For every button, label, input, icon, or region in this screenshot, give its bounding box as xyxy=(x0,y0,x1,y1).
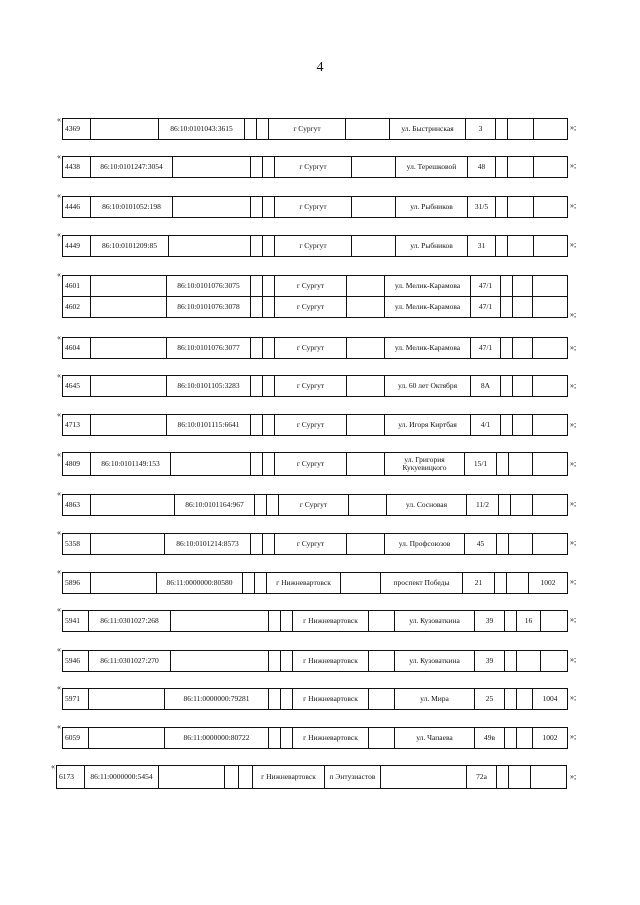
city: г Нижневартовск xyxy=(267,573,341,594)
cell xyxy=(269,611,281,632)
house-number: 25 xyxy=(475,689,505,710)
cell xyxy=(499,495,511,516)
cadastral-number: 86:10:0101076:3077 xyxy=(167,338,251,359)
cell xyxy=(513,376,533,397)
city: г Нижневартовск xyxy=(293,728,369,749)
street: ул. Рыбников xyxy=(396,197,468,218)
closing-quote: »; xyxy=(570,693,577,702)
house-number: 21 xyxy=(463,573,495,594)
closing-quote: »; xyxy=(570,538,577,547)
closing-quote: »; xyxy=(570,201,577,210)
opening-quote: « xyxy=(57,152,61,161)
cell xyxy=(509,766,531,789)
cell xyxy=(369,651,395,672)
record-table xyxy=(62,414,568,436)
cell xyxy=(171,453,251,476)
cell xyxy=(251,297,263,318)
cadastral-number: 86:10:0101247:3054 xyxy=(91,157,173,178)
closing-quote: »; xyxy=(570,732,577,741)
closing-quote: »; xyxy=(570,343,577,352)
street: ул. Мелик-Карамова xyxy=(385,338,471,359)
table-row xyxy=(63,573,568,594)
street: ул. Мира xyxy=(395,689,475,710)
cell xyxy=(91,495,175,516)
record-number: 5358 xyxy=(63,534,91,555)
cell xyxy=(173,157,251,178)
cell xyxy=(495,573,507,594)
cell xyxy=(369,611,395,632)
cell xyxy=(513,276,533,297)
cell xyxy=(497,766,509,789)
closing-quote: »; xyxy=(570,240,577,249)
cell xyxy=(513,338,533,359)
city: г Сургут xyxy=(275,534,347,555)
cadastral-number: 86:10:0101214:8573 xyxy=(165,534,251,555)
cell xyxy=(501,297,513,318)
cell xyxy=(517,651,541,672)
cell xyxy=(269,728,281,749)
city: г Сургут xyxy=(275,197,352,218)
cell xyxy=(245,119,257,140)
record-table xyxy=(62,610,568,632)
street: ул. Профсоюзов xyxy=(385,534,465,555)
cell xyxy=(513,297,533,318)
apartment-number xyxy=(533,495,568,516)
cell xyxy=(251,534,263,555)
record-number: 4601 xyxy=(63,276,91,297)
apartment-number xyxy=(533,415,568,436)
record-table xyxy=(62,337,568,359)
house-number: 4/1 xyxy=(471,415,501,436)
city: г Сургут xyxy=(275,415,347,436)
table-row xyxy=(63,611,568,632)
street: ул. Мелик-Карамова xyxy=(385,297,471,318)
cell xyxy=(251,197,263,218)
cell xyxy=(263,338,275,359)
cadastral-number: 86:11:0000000:79281 xyxy=(165,689,269,710)
house-number: 48 xyxy=(468,157,496,178)
cell xyxy=(251,453,263,476)
street: ул. Кузоваткина xyxy=(395,611,475,632)
cell xyxy=(263,157,275,178)
street: ул. Чапаева xyxy=(395,728,475,749)
street: ул. Григория Кукуевицкого xyxy=(385,453,465,476)
cell xyxy=(159,766,225,789)
apartment-number: 1002 xyxy=(533,728,568,749)
opening-quote: « xyxy=(57,489,61,498)
cell xyxy=(91,297,167,318)
closing-quote: »; xyxy=(570,772,577,781)
house-number: 31 xyxy=(468,236,496,257)
opening-quote: « xyxy=(51,762,55,771)
closing-quote: »; xyxy=(570,459,577,468)
closing-quote: »; xyxy=(570,381,577,390)
cell xyxy=(263,197,275,218)
cell xyxy=(263,453,275,476)
table-row xyxy=(63,119,568,140)
table-row xyxy=(63,728,568,749)
cell xyxy=(251,415,263,436)
table-row xyxy=(63,297,568,318)
record-table xyxy=(62,494,568,516)
cell xyxy=(281,611,293,632)
street: ул. Сосновая xyxy=(387,495,467,516)
cell xyxy=(269,689,281,710)
cadastral-number: 86:10:0101209:85 xyxy=(91,236,169,257)
cell xyxy=(91,119,159,140)
cell xyxy=(511,495,533,516)
cell xyxy=(91,376,167,397)
cell xyxy=(255,573,267,594)
apartment-number: 1002 xyxy=(529,573,568,594)
cell xyxy=(263,376,275,397)
street: ул. Быстринская xyxy=(390,119,466,140)
record-number: 5971 xyxy=(63,689,89,710)
opening-quote: « xyxy=(57,645,61,654)
cadastral-number: 86:11:0301027:268 xyxy=(89,611,171,632)
house-number: 8А xyxy=(471,376,501,397)
cadastral-number: 86:10:0101149:153 xyxy=(91,453,171,476)
city: г Сургут xyxy=(275,276,347,297)
cadastral-number: 86:10:0101115:6641 xyxy=(167,415,251,436)
cell xyxy=(496,236,508,257)
cadastral-number: 86:11:0000000:80580 xyxy=(157,573,243,594)
cell xyxy=(513,415,533,436)
cell xyxy=(501,338,513,359)
table-row xyxy=(63,534,568,555)
cell xyxy=(243,573,255,594)
cell xyxy=(251,376,263,397)
record-table xyxy=(62,688,568,710)
cadastral-number: 86:10:0101043:3615 xyxy=(159,119,245,140)
opening-quote: « xyxy=(57,567,61,576)
apartment-number xyxy=(533,453,568,476)
street: ул. 60 лет Октября xyxy=(385,376,471,397)
cell xyxy=(347,534,385,555)
cell xyxy=(349,495,387,516)
cell xyxy=(239,766,253,789)
cell xyxy=(263,276,275,297)
cell xyxy=(347,338,385,359)
cell xyxy=(352,236,396,257)
apartment-number xyxy=(534,236,568,257)
city: г Сургут xyxy=(275,236,352,257)
record-number: 4863 xyxy=(63,495,91,516)
cadastral-number: 86:10:0101164:967 xyxy=(175,495,255,516)
opening-quote: « xyxy=(57,333,61,342)
cell xyxy=(346,119,390,140)
cell xyxy=(508,197,534,218)
cell xyxy=(281,728,293,749)
opening-quote: « xyxy=(57,371,61,380)
record-number: 4438 xyxy=(63,157,91,178)
apartment-number: 1004 xyxy=(533,689,568,710)
table-row xyxy=(63,236,568,257)
cell xyxy=(517,728,533,749)
cell xyxy=(517,689,533,710)
table-row xyxy=(57,766,567,789)
opening-quote: « xyxy=(57,683,61,692)
closing-quote: »; xyxy=(570,655,577,664)
opening-quote: « xyxy=(57,528,61,537)
closing-quote: »; xyxy=(570,123,577,132)
apartment-number xyxy=(534,197,568,218)
city: г Сургут xyxy=(275,376,347,397)
opening-quote: « xyxy=(57,115,61,124)
cell xyxy=(505,611,517,632)
record-table xyxy=(56,765,567,789)
table-row xyxy=(63,495,568,516)
record-number: 5941 xyxy=(63,611,89,632)
cadastral-number: 86:11:0000000:80722 xyxy=(165,728,269,749)
settlement: п Энтузиастов xyxy=(325,766,381,789)
cadastral-number: 86:11:0301027:270 xyxy=(89,651,171,672)
cell xyxy=(171,651,269,672)
house-number: 45 xyxy=(465,534,497,555)
house-number: 15/1 xyxy=(465,453,497,476)
record-number: 4645 xyxy=(63,376,91,397)
apartment-number xyxy=(534,119,568,140)
city: г Нижневартовск xyxy=(293,689,369,710)
closing-quote: »; xyxy=(570,161,577,170)
record-number: 4809 xyxy=(63,453,91,476)
city: г Нижневартовск xyxy=(293,611,369,632)
cell xyxy=(497,453,509,476)
closing-quote: »; xyxy=(570,499,577,508)
record-table xyxy=(62,118,568,140)
cell xyxy=(347,453,385,476)
closing-quote: »; xyxy=(570,420,577,429)
city: г Сургут xyxy=(279,495,349,516)
street: ул. Кузоваткина xyxy=(395,651,475,672)
table-row xyxy=(63,376,568,397)
cell xyxy=(281,651,293,672)
city: г Сургут xyxy=(275,338,347,359)
apartment-number xyxy=(533,376,568,397)
cell xyxy=(91,415,167,436)
cell xyxy=(369,689,395,710)
house-number: 39 xyxy=(475,611,505,632)
cell xyxy=(347,376,385,397)
record-table xyxy=(62,727,568,749)
record-number: 6059 xyxy=(63,728,89,749)
house-number: 39 xyxy=(475,651,505,672)
street: ул. Игоря Киртбая xyxy=(385,415,471,436)
table-row xyxy=(63,415,568,436)
street xyxy=(381,766,467,789)
apartment-number xyxy=(533,338,568,359)
closing-quote: »; xyxy=(570,615,577,624)
record-table xyxy=(62,235,568,257)
cell xyxy=(263,236,275,257)
house-number: 47/1 xyxy=(471,276,501,297)
apartment-number xyxy=(534,157,568,178)
house-number: 11/2 xyxy=(467,495,499,516)
cadastral-number: 86:10:0101105:3283 xyxy=(167,376,251,397)
record-table xyxy=(62,572,568,594)
cell xyxy=(225,766,239,789)
house-number: 47/1 xyxy=(471,338,501,359)
table-row xyxy=(63,276,568,297)
record-number: 4449 xyxy=(63,236,91,257)
cell xyxy=(352,157,396,178)
cell xyxy=(255,495,267,516)
record-table xyxy=(62,156,568,178)
record-number: 4369 xyxy=(63,119,91,140)
cell xyxy=(541,611,568,632)
cell xyxy=(347,276,385,297)
cell xyxy=(507,573,529,594)
cell xyxy=(501,415,513,436)
house-number: 49в xyxy=(475,728,505,749)
cell xyxy=(251,236,263,257)
opening-quote: « xyxy=(57,605,61,614)
cell xyxy=(91,573,157,594)
cadastral-number: 86:11:0000000:5454 xyxy=(85,766,159,789)
record-table xyxy=(62,375,568,397)
cell xyxy=(267,495,279,516)
cell xyxy=(509,534,533,555)
cadastral-number: 86:10:0101076:3075 xyxy=(167,276,251,297)
cell xyxy=(263,534,275,555)
street: ул. Рыбников xyxy=(396,236,468,257)
opening-quote: « xyxy=(57,230,61,239)
cell xyxy=(501,376,513,397)
apartment-number xyxy=(533,297,568,318)
cell xyxy=(347,415,385,436)
cell xyxy=(89,689,165,710)
record-table xyxy=(62,196,568,218)
cell xyxy=(251,338,263,359)
cell xyxy=(352,197,396,218)
cell xyxy=(505,728,517,749)
record-number: 5896 xyxy=(63,573,91,594)
table-row xyxy=(63,197,568,218)
cell xyxy=(171,611,269,632)
city: г Сургут xyxy=(269,119,346,140)
city: г Сургут xyxy=(275,157,352,178)
cell xyxy=(91,276,167,297)
table-row xyxy=(63,689,568,710)
city: г Сургут xyxy=(275,297,347,318)
record-table xyxy=(62,275,568,318)
house-number: 31/5 xyxy=(468,197,496,218)
cell xyxy=(251,157,263,178)
table-row xyxy=(63,453,568,476)
cell xyxy=(508,236,534,257)
street: ул. Мелик-Карамова xyxy=(385,276,471,297)
record-number: 5946 xyxy=(63,651,89,672)
cadastral-number: 86:10:0101052:198 xyxy=(91,197,173,218)
closing-quote: »; xyxy=(570,310,577,319)
street: ул. Терешковой xyxy=(396,157,468,178)
apartment-number xyxy=(541,651,568,672)
page-number: 4 xyxy=(316,60,324,75)
record-number: 4713 xyxy=(63,415,91,436)
table-row xyxy=(63,157,568,178)
house-number: 47/1 xyxy=(471,297,501,318)
cell xyxy=(263,297,275,318)
cell xyxy=(501,276,513,297)
record-table xyxy=(62,452,568,476)
cell xyxy=(509,453,533,476)
apartment-number xyxy=(533,276,568,297)
record-number: 4602 xyxy=(63,297,91,318)
cell xyxy=(169,236,251,257)
cell xyxy=(505,689,517,710)
cell xyxy=(251,276,263,297)
cell xyxy=(341,573,381,594)
cell xyxy=(269,651,281,672)
house-number: 72а xyxy=(467,766,497,789)
cell xyxy=(257,119,269,140)
street: проспект Победы xyxy=(381,573,463,594)
opening-quote: « xyxy=(57,722,61,731)
city: г Сургут xyxy=(275,453,347,476)
apartment-number: 16 xyxy=(517,611,541,632)
record-table xyxy=(62,650,568,672)
opening-quote: « xyxy=(57,450,61,459)
apartment-number xyxy=(533,534,568,555)
city: г Нижневартовск xyxy=(253,766,325,789)
opening-quote: « xyxy=(57,410,61,419)
cell xyxy=(91,338,167,359)
record-number: 4604 xyxy=(63,338,91,359)
opening-quote: « xyxy=(57,270,61,279)
cell xyxy=(173,197,251,218)
cell xyxy=(263,415,275,436)
apartment-number xyxy=(531,766,567,789)
cell xyxy=(496,119,508,140)
table-row xyxy=(63,338,568,359)
house-number: 3 xyxy=(466,119,496,140)
table-row xyxy=(63,651,568,672)
cell xyxy=(496,157,508,178)
cell xyxy=(281,689,293,710)
record-number: 4446 xyxy=(63,197,91,218)
cell xyxy=(369,728,395,749)
cell xyxy=(505,651,517,672)
cell xyxy=(508,157,534,178)
cadastral-number: 86:10:0101076:3078 xyxy=(167,297,251,318)
closing-quote: »; xyxy=(570,577,577,586)
cell xyxy=(347,297,385,318)
city: г Нижневартовск xyxy=(293,651,369,672)
record-table xyxy=(62,533,568,555)
cell xyxy=(89,728,165,749)
record-number: 6173 xyxy=(57,766,85,789)
cell xyxy=(508,119,534,140)
opening-quote: « xyxy=(57,191,61,200)
cell xyxy=(497,534,509,555)
cell xyxy=(91,534,165,555)
cell xyxy=(496,197,508,218)
